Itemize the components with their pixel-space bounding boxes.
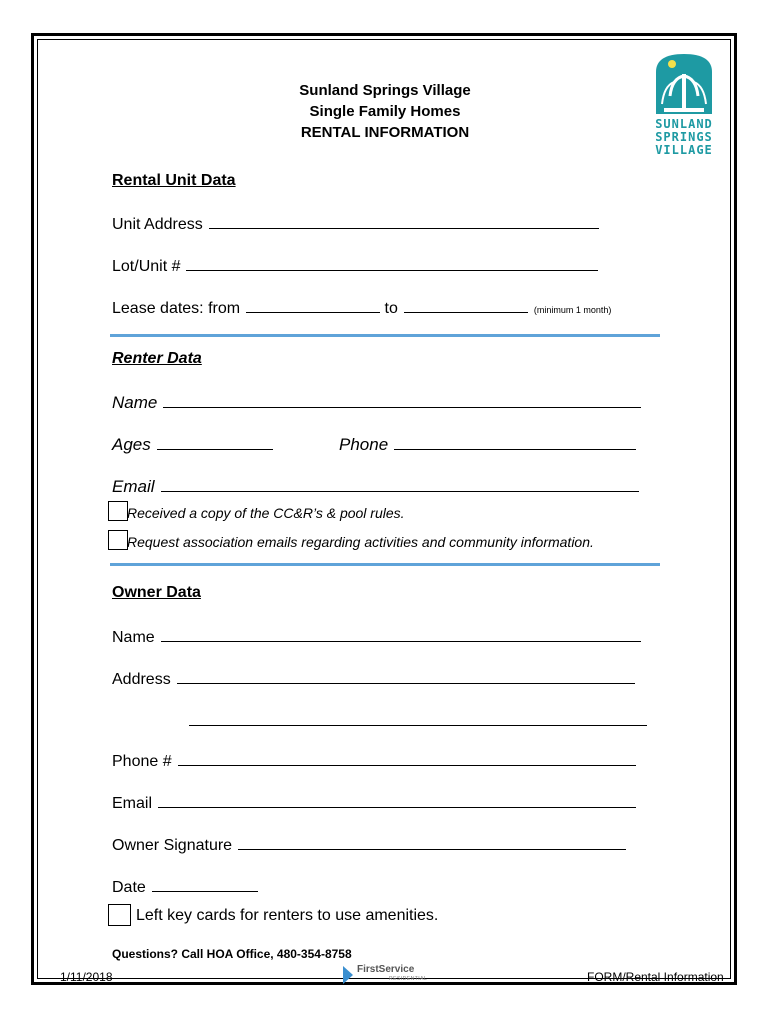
firstservice-logo	[343, 964, 429, 986]
renter-email-label: Email	[112, 477, 155, 496]
owner-phone-label: Phone #	[112, 753, 172, 770]
owner-email-row	[112, 792, 636, 813]
owner-email-label: Email	[112, 795, 153, 812]
owner-email-field[interactable]	[158, 792, 636, 808]
firstservice-mark-icon	[343, 966, 353, 984]
section-divider-2	[110, 563, 660, 566]
renter-name-row	[112, 392, 641, 413]
form-name: FORM/Rental Information	[587, 970, 724, 984]
owner-name-row	[112, 626, 641, 647]
lot-unit-label: Lot/Unit #	[112, 258, 181, 275]
keycards-text: Left key cards for renters to use amenities.	[136, 907, 439, 924]
renter-phone-field[interactable]	[394, 434, 636, 450]
renter-ages-row	[112, 434, 273, 455]
lease-dates-row	[112, 297, 611, 318]
lease-to-label: to	[384, 300, 398, 317]
ccr-received-text: Received a copy of the CC&R’s & pool rules.	[127, 505, 405, 521]
unit-address-row	[112, 213, 599, 234]
title-line-3: RENTAL INFORMATION	[300, 124, 470, 141]
sunland-springs-logo	[650, 52, 718, 162]
keycards-checkbox[interactable]	[108, 904, 131, 926]
owner-address-row	[112, 668, 635, 689]
unit-address-field[interactable]	[209, 213, 599, 229]
form-date: 1/11/2018	[60, 970, 113, 984]
owner-name-label: Name	[112, 629, 155, 646]
lease-to-field[interactable]	[404, 297, 528, 313]
logo-text-2: SPRINGS	[655, 130, 713, 144]
owner-address-field[interactable]	[177, 668, 635, 684]
owner-name-field[interactable]	[161, 626, 641, 642]
owner-phone-field[interactable]	[178, 750, 636, 766]
renter-name-label: Name	[112, 393, 158, 412]
lease-note: (minimum 1 month)	[533, 305, 612, 315]
firstservice-sub: RESIDENTIAL	[389, 976, 428, 982]
owner-address-label: Address	[112, 671, 171, 688]
owner-phone-row	[112, 750, 636, 771]
lease-from-label: Lease dates: from	[112, 300, 241, 317]
renter-name-field[interactable]	[163, 392, 641, 408]
owner-signature-field[interactable]	[238, 834, 626, 850]
lot-unit-row	[112, 255, 598, 276]
logo-text-1: SUNLAND	[655, 117, 713, 131]
owner-address-row-2	[183, 710, 647, 731]
date-row	[112, 876, 258, 897]
renter-email-row	[112, 476, 639, 497]
renter-ages-field[interactable]	[157, 434, 273, 450]
date-label: Date	[112, 879, 146, 896]
logo-text-3: VILLAGE	[655, 143, 713, 157]
title-line-2: Single Family Homes	[309, 103, 461, 120]
firstservice-name: FirstService	[357, 964, 415, 975]
ccr-received-checkbox[interactable]	[108, 501, 128, 521]
date-field[interactable]	[152, 876, 258, 892]
owner-address-field-2[interactable]	[189, 710, 647, 726]
lease-from-field[interactable]	[246, 297, 380, 313]
renter-email-field[interactable]	[161, 476, 639, 492]
questions-contact: Questions? Call HOA Office, 480-354-8758	[112, 947, 352, 961]
renter-ages-label: Ages	[112, 435, 151, 454]
rental-unit-heading: Rental Unit Data	[112, 172, 236, 189]
owner-heading: Owner Data	[112, 584, 201, 601]
renter-phone-label: Phone	[339, 435, 389, 454]
owner-signature-row	[112, 834, 626, 855]
renter-heading: Renter Data	[112, 350, 202, 367]
lot-unit-field[interactable]	[186, 255, 598, 271]
section-divider-1	[110, 334, 660, 337]
emails-request-checkbox[interactable]	[108, 530, 128, 550]
owner-signature-label: Owner Signature	[112, 837, 233, 854]
form-title	[250, 80, 520, 143]
renter-phone-row	[339, 434, 636, 455]
title-line-1: Sunland Springs Village	[299, 82, 471, 99]
unit-address-label: Unit Address	[112, 216, 203, 233]
emails-request-text: Request association emails regarding activities and community information.	[127, 534, 594, 550]
